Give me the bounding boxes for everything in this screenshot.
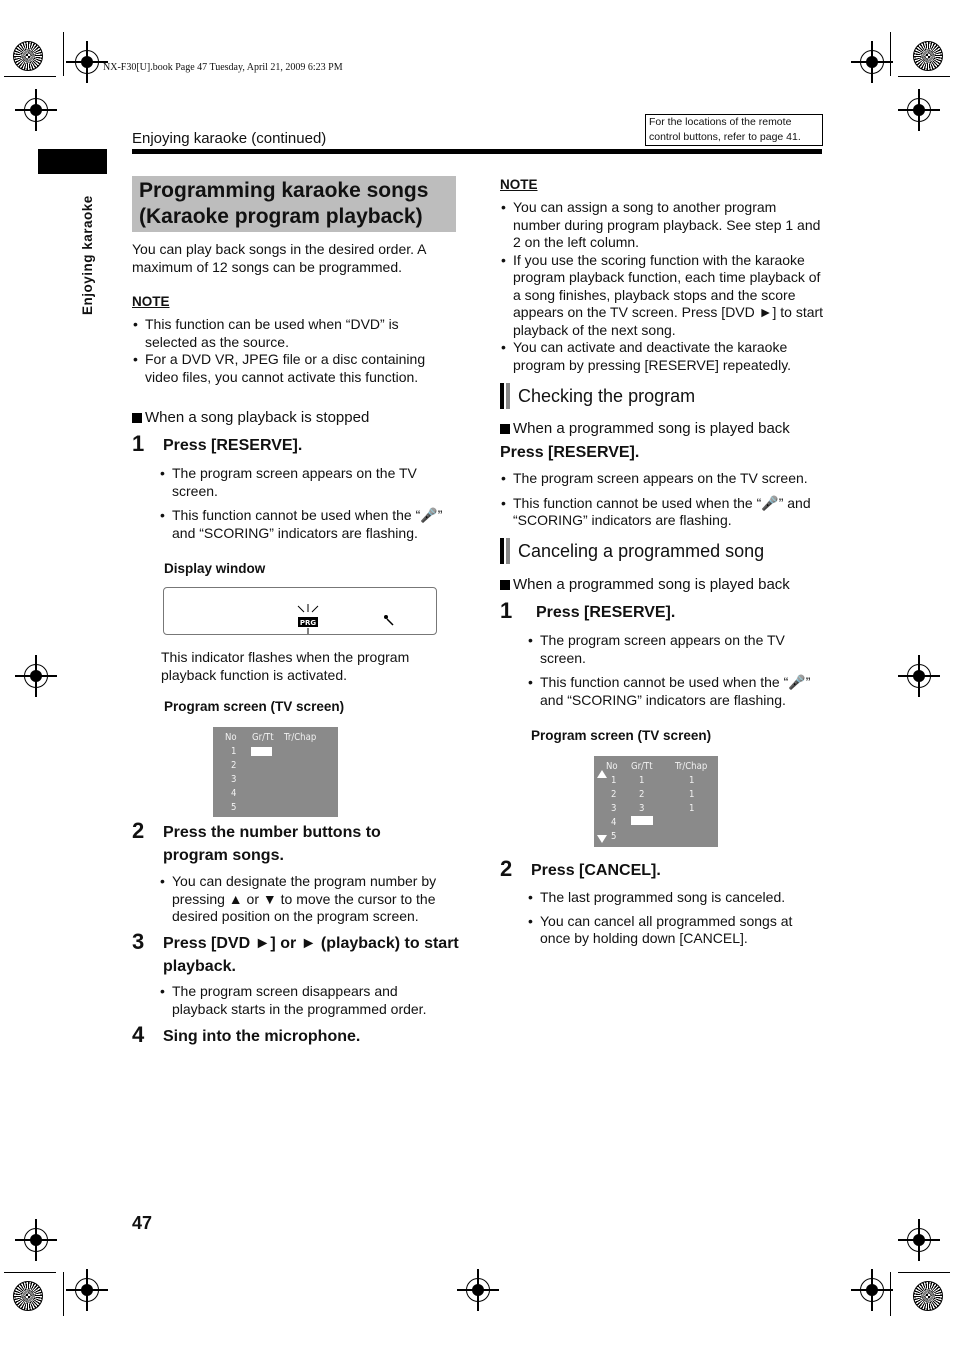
microphone-icon bbox=[384, 615, 393, 625]
step-bullets bbox=[158, 873, 453, 926]
program-screen-label: Program screen (TV screen) bbox=[164, 699, 345, 714]
track-value: 1 bbox=[689, 789, 695, 800]
print-info: NX-F30[U].book Page 47 Tuesday, April 21, 2009 6:23 PM bbox=[103, 62, 343, 73]
step-bullets bbox=[158, 983, 448, 1018]
registration-target-icon bbox=[913, 41, 943, 71]
step-text: Press [DVD ►] or ► (playback) to start playback. bbox=[163, 935, 459, 975]
step-text: Press [RESERVE]. bbox=[163, 437, 303, 454]
group-value: 1 bbox=[639, 775, 645, 786]
crop-mark bbox=[63, 32, 64, 76]
list-item: • This function can be used when “DVD” is selected as the source. bbox=[131, 316, 451, 351]
step-text: Sing into the microphone. bbox=[163, 1028, 361, 1045]
program-screen-label: Program screen (TV screen) bbox=[531, 728, 712, 743]
step-bullets bbox=[526, 889, 816, 948]
program-screen bbox=[213, 727, 338, 817]
column-header: Tr/Chap bbox=[284, 732, 317, 743]
step-number: 2 bbox=[132, 818, 145, 843]
registration-mark-icon bbox=[907, 98, 931, 122]
step-bullets bbox=[499, 470, 824, 530]
list-item: • The last programmed song is canceled. bbox=[526, 889, 816, 907]
registration-mark-icon bbox=[75, 50, 99, 74]
registration-target-icon bbox=[913, 1281, 943, 1311]
step-number: 3 bbox=[132, 929, 145, 954]
crop-mark bbox=[4, 76, 56, 77]
list-item: • This function cannot be used when the “🎤” and “SCORING” indicators are flashing. bbox=[158, 507, 448, 542]
side-label: Enjoying karaoke bbox=[80, 195, 95, 315]
indicator-caption: This indicator flashes when the program playback function is activated. bbox=[161, 649, 410, 683]
step-number: 4 bbox=[132, 1022, 145, 1047]
program-number: 3 bbox=[231, 774, 237, 785]
title-line: (Karaoke program playback) bbox=[139, 205, 423, 228]
intro-text: You can play back songs in the desired order. A maximum of 12 songs can be programmed. bbox=[132, 241, 426, 275]
remote-reference-box bbox=[645, 114, 823, 146]
column-header: Gr/Tt bbox=[252, 732, 274, 743]
track-value: 1 bbox=[689, 775, 695, 786]
section-heading-checking bbox=[500, 383, 695, 409]
prg-indicator bbox=[298, 604, 318, 634]
registration-mark-icon bbox=[24, 664, 48, 688]
program-screen bbox=[594, 756, 718, 847]
display-window bbox=[163, 587, 437, 635]
display-window-graphic bbox=[164, 588, 436, 634]
registration-mark-icon bbox=[860, 50, 884, 74]
registration-mark-icon bbox=[466, 1278, 490, 1302]
group-value: 2 bbox=[639, 789, 645, 800]
step-bullets bbox=[158, 465, 448, 542]
column-header: Tr/Chap bbox=[675, 761, 708, 772]
list-item: • You can cancel all programmed songs at once by holding down [CANCEL]. bbox=[526, 913, 816, 948]
column-header: Gr/Tt bbox=[631, 761, 653, 772]
condition-text: When a programmed song is played back bbox=[513, 420, 790, 437]
square-bullet-icon bbox=[500, 580, 510, 590]
header-rule bbox=[132, 149, 822, 154]
display-window-label: Display window bbox=[164, 561, 266, 576]
section-bar-icon bbox=[500, 383, 512, 409]
registration-target-icon bbox=[13, 1281, 43, 1311]
crop-mark bbox=[890, 1272, 891, 1316]
program-number: 4 bbox=[231, 788, 237, 799]
program-number: 1 bbox=[611, 775, 617, 786]
step-bullets bbox=[526, 632, 816, 709]
list-item: • The program screen appears on the TV screen. bbox=[499, 470, 824, 488]
program-number: 4 bbox=[611, 817, 617, 828]
page-title bbox=[132, 176, 456, 232]
crop-mark bbox=[4, 1272, 56, 1273]
list-item: • You can designate the program number by pressing ▲ or ▼ to move the cursor to the desired position on the program screen. bbox=[158, 873, 453, 926]
registration-mark-icon bbox=[907, 664, 931, 688]
registration-mark-icon bbox=[24, 1228, 48, 1252]
list-item: • The program screen appears on the TV screen. bbox=[526, 632, 816, 667]
crop-mark bbox=[890, 32, 891, 76]
list-item: • You can assign a song to another program number during program playback. See step 1 and 2 on the left column. bbox=[499, 199, 824, 252]
section-bar-icon bbox=[500, 538, 512, 564]
list-item: • This function cannot be used when the “🎤” and “SCORING” indicators are flashing. bbox=[499, 495, 824, 530]
step-text: Press [CANCEL]. bbox=[531, 862, 661, 879]
list-item: • If you use the scoring function with the karaoke program playback function, each time playback of a song finishes, playback stops and the score appears on the TV screen. Press [DVD ►] to start playback of the next song. bbox=[499, 252, 824, 340]
step-text: Press the number buttons to program songs. bbox=[163, 824, 381, 864]
column-header: No bbox=[606, 761, 618, 772]
program-number: 3 bbox=[611, 803, 617, 814]
crop-mark bbox=[898, 76, 950, 77]
list-item: • You can activate and deactivate the karaoke program by pressing [RESERVE] repeatedly. bbox=[499, 339, 824, 374]
list-item: • The program screen appears on the TV screen. bbox=[158, 465, 448, 500]
registration-mark-icon bbox=[24, 98, 48, 122]
reference-line: For the locations of the remote bbox=[649, 116, 792, 128]
page-number: 47 bbox=[132, 1213, 153, 1233]
note-heading: NOTE bbox=[132, 294, 170, 309]
section-heading-canceling bbox=[500, 538, 764, 564]
side-tab bbox=[38, 149, 107, 174]
list-item: • The program screen disappears and playback starts in the programmed order. bbox=[158, 983, 448, 1018]
step-number: 2 bbox=[500, 856, 513, 881]
program-number: 2 bbox=[231, 760, 237, 771]
square-bullet-icon bbox=[500, 424, 510, 434]
track-value: 1 bbox=[689, 803, 695, 814]
registration-target-icon bbox=[13, 41, 43, 71]
section-heading-text: Canceling a programmed song bbox=[518, 540, 765, 561]
program-number: 5 bbox=[231, 802, 237, 813]
list-item: • This function cannot be used when the “🎤” and “SCORING” indicators are flashing. bbox=[526, 674, 816, 709]
step-number: 1 bbox=[500, 598, 513, 623]
step-text: Press [RESERVE]. bbox=[536, 604, 676, 621]
crop-mark bbox=[898, 1272, 950, 1273]
prg-indicator-text: PRG bbox=[299, 619, 317, 627]
square-bullet-icon bbox=[132, 413, 142, 423]
registration-mark-icon bbox=[907, 1228, 931, 1252]
note-heading: NOTE bbox=[500, 177, 538, 192]
list-item: • For a DVD VR, JPEG file or a disc containing video files, you cannot activate this function. bbox=[131, 351, 451, 386]
title-line: Programming karaoke songs bbox=[139, 179, 429, 202]
step-text: Press [RESERVE]. bbox=[500, 444, 640, 461]
crop-mark bbox=[63, 1272, 64, 1316]
program-cursor bbox=[631, 816, 653, 825]
registration-mark-icon bbox=[75, 1278, 99, 1302]
section-heading-text: Checking the program bbox=[518, 385, 696, 406]
condition-text: When a programmed song is played back bbox=[513, 576, 790, 593]
condition-label bbox=[500, 576, 790, 594]
down-arrow-icon bbox=[596, 834, 608, 844]
reference-line: control buttons, refer to page 41. bbox=[649, 131, 801, 143]
program-cursor bbox=[251, 747, 272, 756]
group-value: 3 bbox=[639, 803, 645, 814]
running-header: Enjoying karaoke (continued) bbox=[132, 130, 327, 147]
condition-text: When a song playback is stopped bbox=[145, 409, 370, 426]
column-header: No bbox=[225, 732, 237, 743]
note-list bbox=[499, 199, 824, 374]
registration-mark-icon bbox=[860, 1278, 884, 1302]
condition-label bbox=[132, 409, 369, 427]
program-number: 5 bbox=[611, 831, 617, 842]
note-list bbox=[131, 316, 451, 386]
program-number: 1 bbox=[231, 746, 237, 757]
condition-label bbox=[500, 420, 790, 438]
step-number: 1 bbox=[132, 431, 145, 456]
program-number: 2 bbox=[611, 789, 617, 800]
